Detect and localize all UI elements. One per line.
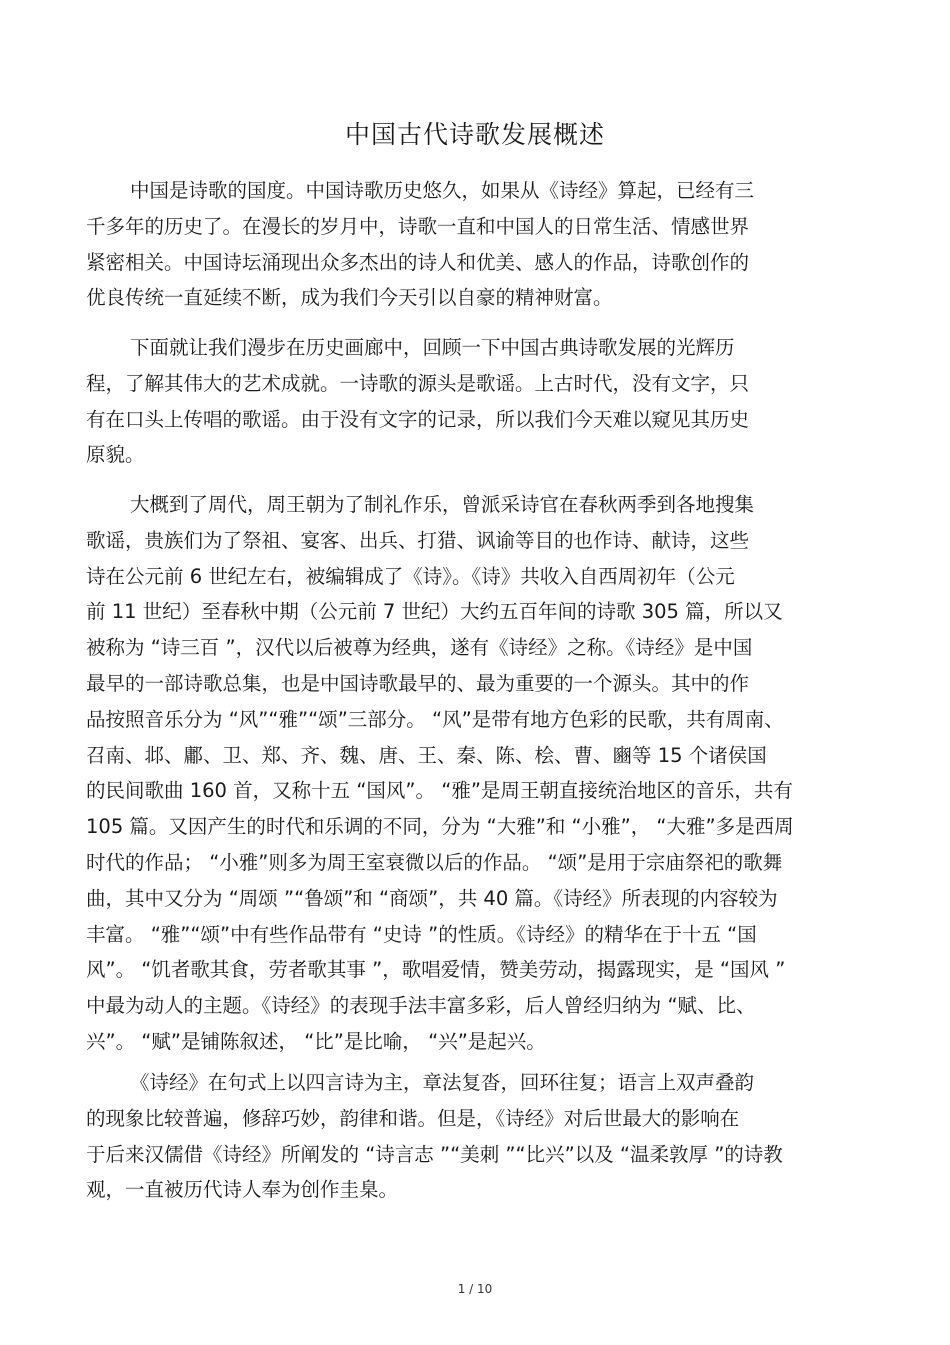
paragraph-1: [86, 173, 754, 316]
paragraph-line: 的现象比较普遍，修辞巧妙，韵律和谐。但是，《诗经》对后世最大的影响在: [86, 1106, 740, 1130]
paragraph-4: [86, 1065, 783, 1208]
paragraph-line: 曲，其中又分为 “周颂 ”“鲁颂”和 “商颂”，共 40 篇。《诗经》所表现的内容较为: [86, 886, 778, 910]
paragraph-line: 兴”。 “赋”是铺陈叙述， “比”是比喻， “兴”是起兴。: [86, 1029, 546, 1053]
paragraph-line: 中国是诗歌的国度。中国诗歌历史悠久，如果从《诗经》算起，已经有三: [130, 179, 755, 202]
paragraph-line: 中最为动人的主题。《诗经》的表现手法丰富多彩，后人曾经归纳为 “赋、比、: [86, 994, 756, 1018]
paragraph-line: 有在口头上传唱的歌谣。由于没有文字的记录，所以我们今天难以窥见其历史: [86, 407, 750, 431]
paragraph-line: 诗在公元前 6 世纪左右，被编辑成了《诗》。《诗》共收入自西周初年（公元: [86, 564, 735, 588]
paragraph-line: 大概到了周代，周王朝为了制礼作乐，曾派采诗官在春秋两季到各地搜集: [130, 493, 755, 516]
paragraph-line: 被称为 “诗三百 ”，汉代以后被尊为经典，遂有《诗经》之称。《诗经》是中国: [86, 636, 753, 660]
paragraph-line: 《诗经》在句式上以四言诗为主，章法复沓，回环往复；语言上双声叠韵: [130, 1071, 755, 1094]
paragraph-line: 时代的作品； “小雅”则多为周王室衰微以后的作品。 “颂”是用于宗庙祭祀的歌舞: [86, 850, 783, 874]
paragraph-2: [86, 330, 749, 473]
paragraph-line: 前 11 世纪）至春秋中期（公元前 7 世纪）大约五百年间的诗歌 305 篇，所以又: [86, 600, 783, 624]
page-number: 1 / 10: [457, 1282, 493, 1296]
paragraph-line: 105 篇。又因产生的时代和乐调的不同，分为 “大雅”和 “小雅”， “大雅”多是西周: [86, 815, 794, 839]
paragraph-line: 观，一直被历代诗人奉为创作圭臬。: [86, 1178, 399, 1202]
paragraph-line: 千多年的历史了。在漫长的岁月中，诗歌一直和中国人的日常生活、情感世界: [86, 214, 750, 238]
paragraph-line: 优良传统一直延续不断，成为我们今天引以自豪的精神财富。: [86, 286, 613, 310]
paragraph-line: 下面就让我们漫步在历史画廊中，回顾一下中国古典诗歌发展的光辉历: [130, 336, 735, 359]
paragraph-line: 的民间歌曲 160 首，又称十五 “国风”。 “雅”是周王朝直接统治地区的音乐，共有: [86, 779, 793, 803]
paragraph-line: 品按照音乐分为 “风”“雅”“颂”三部分。 “风”是带有地方色彩的民歌，共有周南、: [86, 707, 784, 731]
paragraph-line: 紧密相关。中国诗坛涌现出众多杰出的诗人和优美、感人的作品，诗歌创作的: [86, 250, 750, 274]
document-title: 中国古代诗歌发展概述: [344, 120, 605, 149]
paragraph-line: 歌谣，贵族们为了祭祖、宴客、出兵、打猎、讽谕等目的也作诗、献诗，这些: [86, 528, 750, 552]
paragraph-line: 风”。 “饥者歌其食，劳者歌其事 ”，歌唱爱情，赞美劳动，揭露现实，是 “国风 ”: [86, 958, 786, 982]
paragraph-line: 丰富。 “雅”“颂”中有些作品带有 “史诗 ”的性质。《诗经》的精华在于十五 “国: [86, 922, 757, 946]
paragraph-3: [86, 487, 794, 1060]
paragraph-line: 于后来汉儒借《诗经》所阐发的 “诗言志 ”“美刺 ”“比兴”以及 “温柔敦厚 ”的诗教: [86, 1142, 783, 1166]
paragraph-line: 程，了解其伟大的艺术成就。一诗歌的源头是歌谣。上古时代，没有文字，只: [86, 371, 750, 395]
paragraph-line: 召南、邶、鄘、卫、郑、齐、魏、唐、王、秦、陈、桧、曹、豳等 15 个诸侯国: [86, 743, 767, 767]
paragraph-line: 原貌。: [86, 443, 145, 467]
paragraph-line: 最早的一部诗歌总集，也是中国诗歌最早的、最为重要的一个源头。其中的作: [86, 671, 750, 695]
